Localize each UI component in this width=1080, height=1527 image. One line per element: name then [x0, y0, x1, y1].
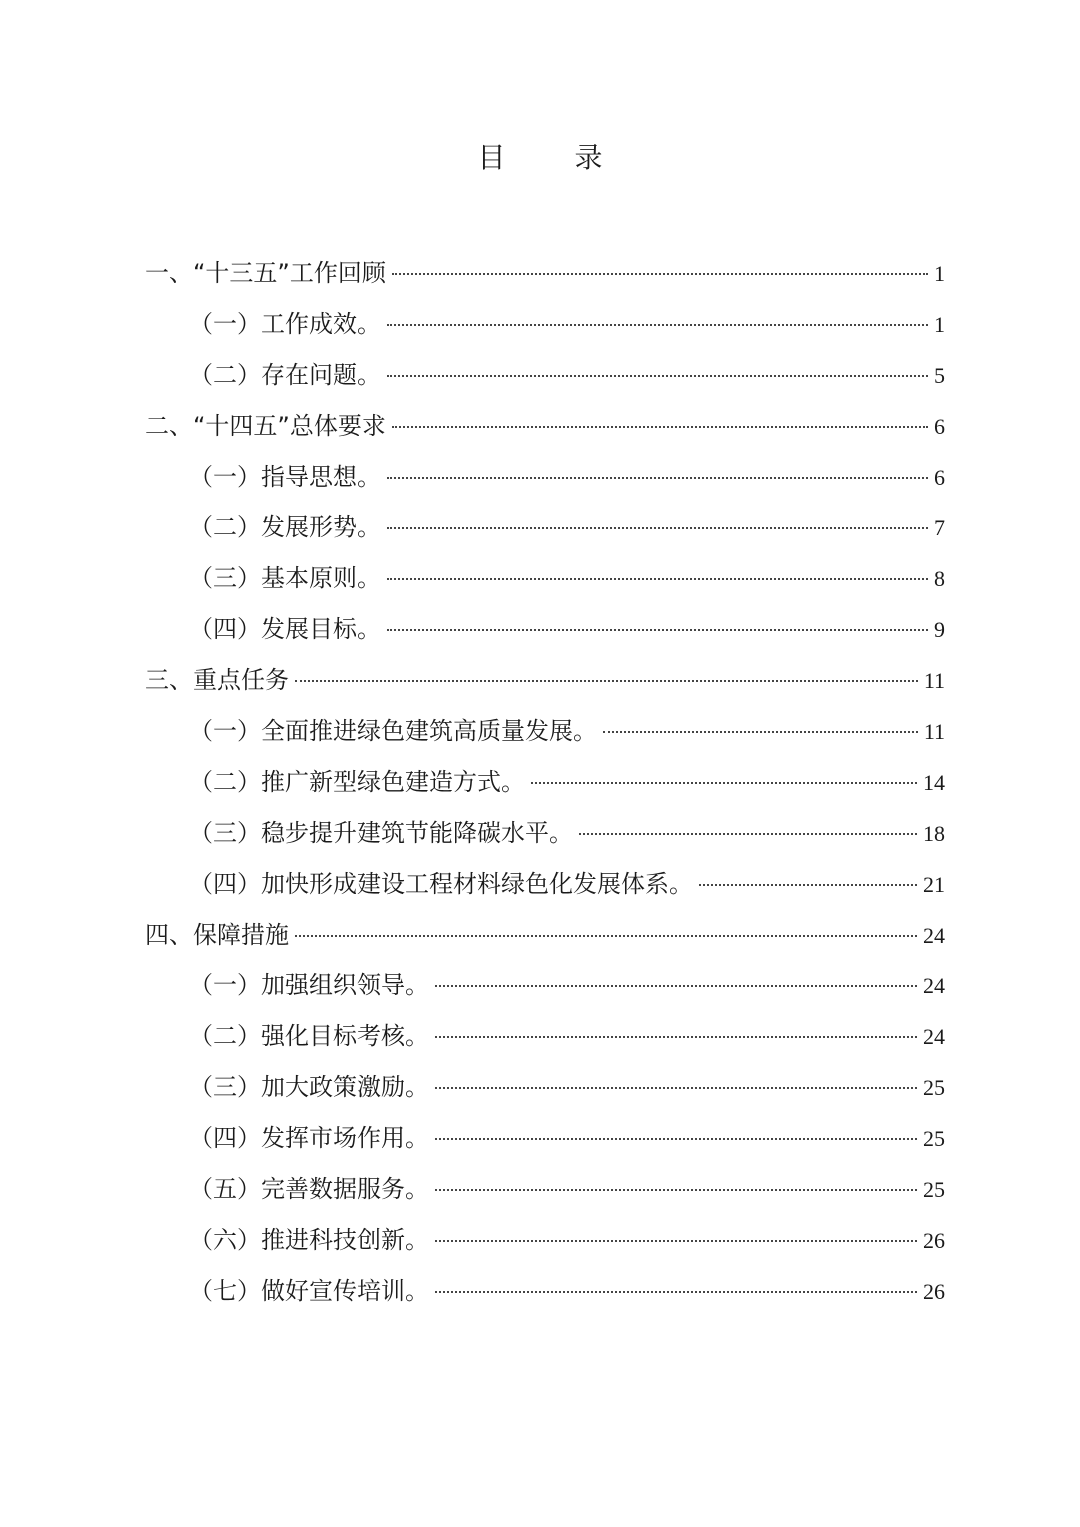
toc-leader-dots	[579, 833, 917, 835]
toc-entry	[145, 608, 945, 659]
toc-leader-dots	[603, 731, 918, 733]
toc-entry-page: 24	[923, 1024, 945, 1050]
toc-entry	[145, 405, 945, 456]
toc-entry-page: 25	[923, 1126, 945, 1152]
toc-entry-label: （六）推进科技创新。	[189, 1225, 429, 1254]
toc-entry-label: （三）加大政策激励。	[189, 1073, 429, 1102]
toc-entry-page: 24	[923, 973, 945, 999]
toc-entry-label: 一、“十三五”工作回顾	[145, 259, 386, 287]
toc-entry-page: 11	[923, 719, 945, 745]
toc-leader-dots	[435, 985, 917, 987]
toc-leader-dots	[387, 477, 928, 479]
toc-leader-dots	[387, 375, 928, 377]
toc-leader-dots	[295, 680, 918, 682]
toc-entry	[145, 252, 945, 303]
toc-entry	[145, 506, 945, 557]
toc-entry	[145, 1117, 945, 1168]
toc-leader-dots	[295, 935, 917, 937]
toc-leader-dots	[435, 1240, 917, 1242]
toc-entry-label: 三、重点任务	[145, 666, 289, 695]
toc-entry-page: 25	[923, 1075, 945, 1101]
toc-entry-label: （七）做好宣传培训。	[189, 1276, 429, 1305]
toc-entry	[145, 1270, 945, 1321]
toc-entry-label: （四）发展目标。	[189, 615, 381, 644]
toc-entry-page: 18	[923, 820, 945, 846]
toc-entry-page: 7	[934, 515, 945, 541]
toc-entry-page: 6	[934, 413, 945, 439]
toc-leader-dots	[699, 884, 917, 886]
toc-entry-page: 9	[934, 617, 945, 643]
toc-leader-dots	[392, 426, 928, 428]
toc-leader-dots	[387, 629, 928, 631]
toc-entry-label: （一）工作成效。	[189, 309, 381, 338]
toc-entry	[145, 812, 945, 863]
toc-entry-label: （一）指导思想。	[189, 462, 381, 491]
toc-entry	[145, 1219, 945, 1270]
toc-leader-dots	[531, 782, 917, 784]
toc-entry-page: 6	[934, 464, 945, 490]
page-title: 目 录	[477, 141, 633, 174]
toc-entry	[145, 557, 945, 608]
toc-entry-page: 21	[923, 871, 945, 897]
toc-entry-label: 二、“十四五”总体要求	[145, 411, 386, 440]
toc-entry-label: （四）发挥市场作用。	[189, 1124, 429, 1153]
toc-leader-dots	[435, 1189, 917, 1191]
toc-leader-dots	[392, 273, 928, 275]
toc-entry-page: 25	[923, 1177, 945, 1203]
toc-entry-page: 1	[934, 261, 945, 286]
toc-leader-dots	[387, 527, 928, 529]
toc-entry-page: 24	[923, 922, 945, 948]
toc-entry	[145, 303, 945, 354]
toc-entry	[145, 761, 945, 812]
toc-entry	[145, 1015, 945, 1066]
toc-leader-dots	[435, 1087, 917, 1089]
toc-entry-label: （四）加快形成建设工程材料绿色化发展体系。	[189, 869, 693, 898]
toc-entry-label: （二）推广新型绿色建造方式。	[189, 767, 525, 796]
toc-leader-dots	[435, 1291, 917, 1293]
toc-entry-label: （三）稳步提升建筑节能降碳水平。	[189, 818, 573, 847]
toc-entry-page: 1	[934, 311, 945, 337]
toc-entry	[145, 964, 945, 1015]
toc-leader-dots	[387, 324, 928, 326]
toc-entry	[145, 914, 945, 965]
toc-leader-dots	[435, 1138, 917, 1140]
toc-entry-page: 26	[923, 1227, 945, 1253]
toc-entry-label: 四、保障措施	[145, 920, 289, 949]
toc-entry-label: （二）强化目标考核。	[189, 1022, 429, 1051]
toc-leader-dots	[435, 1036, 917, 1038]
toc-entry-label: （五）完善数据服务。	[189, 1175, 429, 1204]
toc-leader-dots	[387, 578, 928, 580]
toc-entry	[145, 863, 945, 914]
table-of-contents	[145, 252, 945, 1321]
toc-entry-page: 11	[923, 668, 945, 694]
toc-entry	[145, 1168, 945, 1219]
toc-entry-page: 8	[934, 566, 945, 592]
toc-entry	[145, 710, 945, 761]
toc-entry-page: 26	[923, 1278, 945, 1304]
toc-entry	[145, 456, 945, 507]
toc-entry-page: 14	[923, 769, 945, 795]
toc-entry-label: （一）全面推进绿色建筑高质量发展。	[189, 717, 597, 746]
toc-entry-label: （二）存在问题。	[189, 360, 381, 389]
toc-entry	[145, 1066, 945, 1117]
toc-entry-page: 5	[934, 362, 945, 388]
toc-entry	[145, 659, 945, 710]
toc-entry-label: （二）发展形势。	[189, 513, 381, 542]
toc-entry	[145, 354, 945, 405]
toc-entry-label: （三）基本原则。	[189, 564, 381, 593]
toc-entry-label: （一）加强组织领导。	[189, 971, 429, 1000]
